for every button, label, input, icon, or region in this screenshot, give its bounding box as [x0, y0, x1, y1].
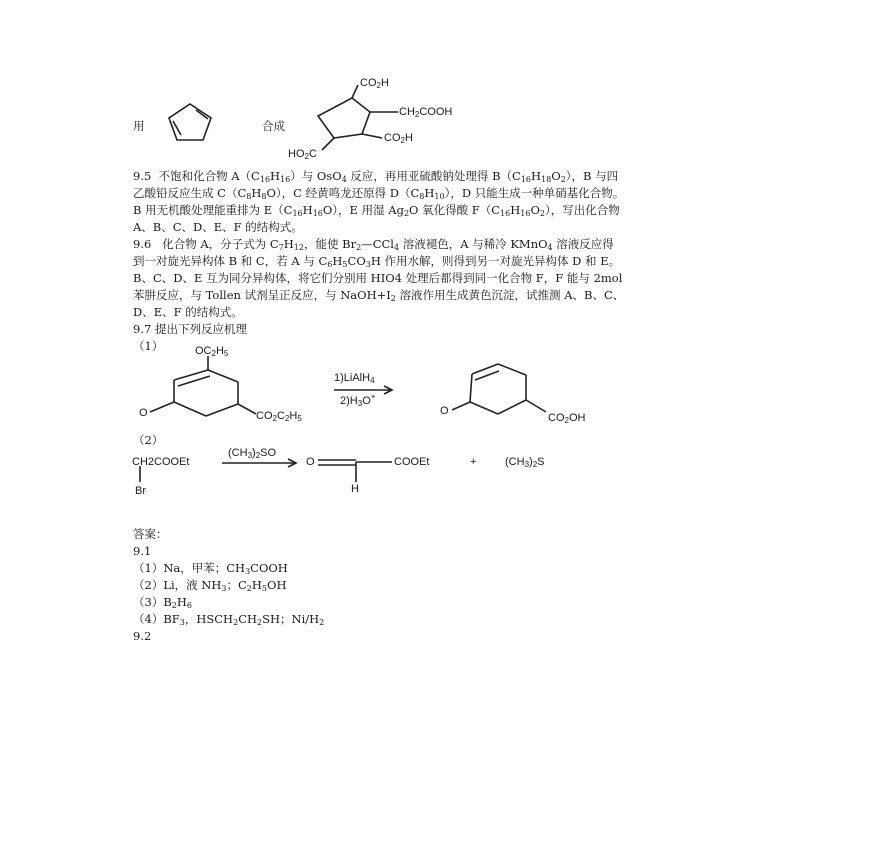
label-co2h-top: $CO_2H$	[360, 77, 389, 90]
q96-line3: B、C、D、E 互为同分异构体，将它们分别用 HIO4 处理后都得到同一化合物 F，F 能与 2mol	[133, 271, 623, 285]
label-co2c2h5: $CO_2C_2H_5$	[256, 410, 302, 423]
label-o-eq: O	[306, 456, 315, 468]
label-ch2cooh: $CH_2COOH$	[399, 106, 453, 119]
q95-line1: 9.5 不饱和化合物 $A(C_{16}H_{16})$与 OsO$_4$ 反应，再用亚硫酸钠处理得 $B(C_{16}H_{18}O_2)$，B 与四	[133, 169, 619, 184]
cyclopentadiene-ring	[169, 104, 211, 140]
label-ch2cooet: CH2COOEt	[132, 456, 190, 468]
label-ho2c: $HO_2C$	[288, 148, 317, 161]
q97-title: 9.7 提出下列反应机理	[133, 322, 247, 336]
answer-91-1: （1）Na，甲苯；$CH_3COOH$	[133, 561, 288, 576]
label-plus: +	[470, 456, 477, 468]
q97-part2-label: （2）	[133, 433, 164, 447]
product-cyclohexenone	[452, 364, 546, 414]
answer-91-3: $(3)B_2H_6$	[133, 595, 192, 610]
label-oc2h5: $OC_2H_5$	[195, 345, 229, 358]
q97-part1-label: （1）	[133, 339, 164, 353]
q96-line4: 苯肼反应，与 Tollen 试剂呈正反应，与 $NaOH+I_2$ 溶液作用生成黄色沉淀，试推测 A、B、C、	[133, 288, 625, 303]
q95-line2: 乙酸铅反应生成 $C(C_8H_8O)$，C 经黄鸣龙还原得 $D(C_8H_{10})$，D 只能生成一种单硝基化合物。	[133, 186, 625, 201]
q95-line4: A、B、C、D、E、F 的结构式。	[133, 220, 303, 234]
label-ch32s: $(CH_3)_2S$	[505, 456, 545, 469]
answer-91-number: 9.1	[133, 544, 152, 558]
label-co2oh: $CO_2OH$	[548, 412, 586, 425]
answer-92-number: 9.2	[133, 629, 152, 643]
label-br: Br	[135, 485, 146, 497]
q95-line3: B 用无机酸处理能重排为 $E(C_{16}H_{16}O)$，E 用湿 $Ag_2O$ 氧化得酸 $F(C_{16}H_{16}O_2)$，写出化合物	[133, 203, 620, 218]
label-h: H	[351, 483, 359, 495]
answer-91-2: （2）Li，液 $NH_3$；$C_2H_5OH$	[133, 578, 287, 593]
label-o-prod: O	[440, 405, 449, 417]
reagent-h3o: $2)H_3O^+$	[340, 392, 376, 408]
q96-line2: 到一对旋光异构体 B 和 C，若 A 与 $C_6H_5CO_3H$ 作用水解，则得到另一对旋光异构体 D 和 E。	[133, 254, 621, 269]
label-o-left: O	[139, 407, 148, 419]
label-hecheng: 合成	[262, 119, 285, 133]
reagent-dmso: $(CH_3)_2SO$	[228, 447, 277, 460]
reactant-cyclohexenone	[150, 356, 256, 416]
answers-heading: 答案：	[133, 527, 168, 541]
label-co2h-right: $CO_2H$	[384, 132, 413, 145]
label-cooet: COOEt	[394, 456, 430, 468]
q96-line1: 9.6 化合物 A，分子式为 $C_7H_{12}$，能使 $Br_2—CCl_4$ 溶液褪色，A 与稀冷 KMnO$_4$ 溶液反应得	[133, 237, 614, 252]
label-yong: 用	[133, 119, 145, 133]
q96-line5: D、E、F 的结构式。	[133, 305, 243, 319]
answer-91-4: $(4)BF_3$，$HSCH_2CH_2SH$；$Ni/H_2$	[133, 612, 325, 627]
reagent-lialh4: 1)LiAlH$_4$	[334, 372, 375, 385]
